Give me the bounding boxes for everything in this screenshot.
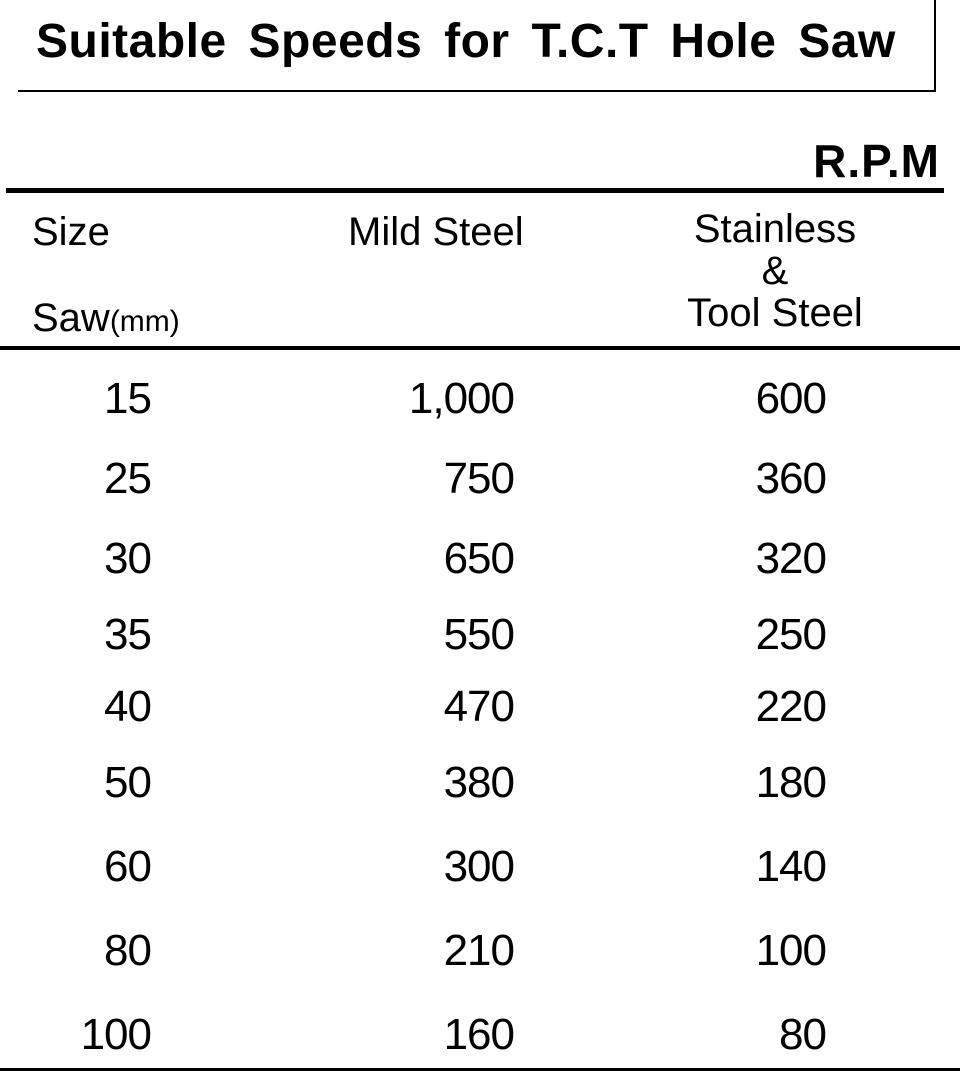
cell-stainless: 360 [755,454,826,503]
cell-stainless: 320 [755,534,826,583]
cell-stainless: 180 [755,758,826,807]
table-row [0,610,960,660]
header-size-unit: (mm) [109,305,180,338]
cell-mild-steel: 650 [443,534,514,583]
table-row [0,682,960,732]
cell-stainless: 600 [755,374,826,423]
table-row [0,534,960,584]
cell-stainless: 140 [755,842,826,891]
cell-mild-steel: 550 [443,610,514,659]
header-saw [32,296,180,341]
header-bottom-rule [0,346,960,350]
cell-size: 60 [104,842,151,891]
cell-mild-steel: 300 [443,842,514,891]
header-stainless-line2: & [761,249,789,293]
table-top-rule [6,188,944,193]
cell-size: 15 [104,374,151,423]
unit-label: R.P.M [813,135,940,187]
header-saw-label: Saw [32,296,110,340]
cell-size: 80 [104,926,151,975]
cell-mild-steel: 750 [443,454,514,503]
cell-mild-steel: 1,000 [408,374,514,423]
table-bottom-rule [0,1068,960,1071]
cell-stainless: 220 [755,682,826,731]
cell-mild-steel: 160 [443,1010,514,1059]
cell-stainless: 100 [755,926,826,975]
header-stainless-line3: Tool Steel [687,291,863,335]
cell-size: 25 [104,454,151,503]
cell-mild-steel: 210 [443,926,514,975]
header-size: Size [32,210,110,254]
table-row [0,842,960,892]
table-row [0,374,960,424]
header-stainless-line1: Stainless [693,207,857,251]
cell-size: 30 [104,534,151,583]
page-title: Suitable Speeds for T.C.T Hole Saw [36,15,896,68]
table-row [0,758,960,808]
cell-mild-steel: 380 [443,758,514,807]
table-row [0,454,960,504]
header-stainless [660,208,890,334]
cell-mild-steel: 470 [443,682,514,731]
cell-size: 40 [104,682,151,731]
header-mild-steel: Mild Steel [348,210,524,254]
cell-size: 100 [80,1010,151,1059]
cell-size: 50 [104,758,151,807]
table-row [0,1010,960,1060]
cell-stainless: 80 [779,1010,826,1059]
table-row [0,926,960,976]
cell-stainless: 250 [755,610,826,659]
cell-size: 35 [104,610,151,659]
